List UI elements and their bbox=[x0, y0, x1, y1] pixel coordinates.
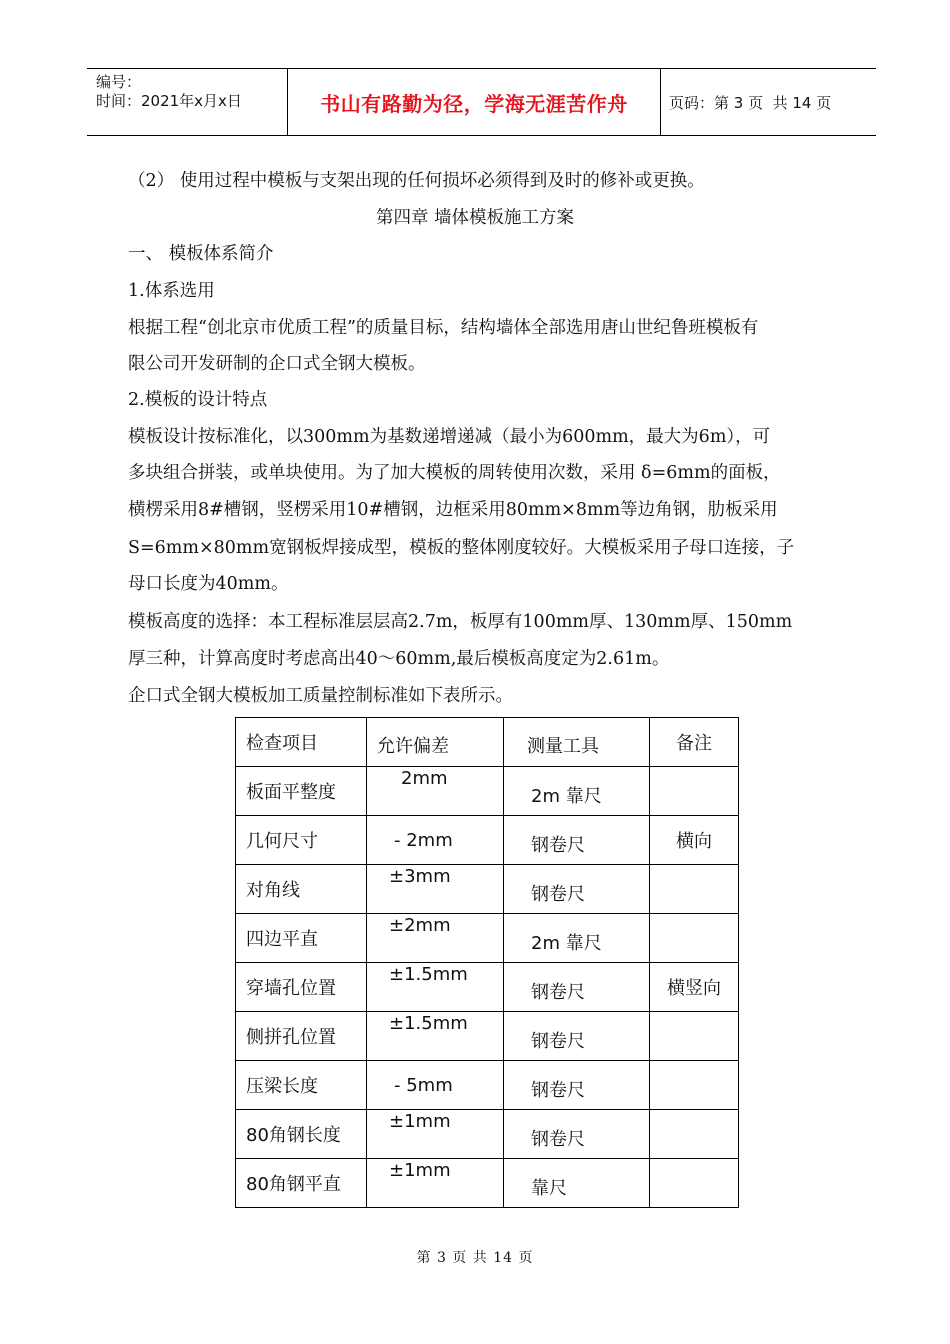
cell-tool bbox=[504, 1159, 650, 1208]
cell-tolerance bbox=[367, 1012, 504, 1061]
subsection-heading: 2.模板的设计特点 bbox=[128, 390, 268, 410]
tool-text: 2m 靠尺 bbox=[531, 786, 602, 807]
table-row bbox=[236, 1061, 739, 1110]
quality-standard-table bbox=[235, 717, 739, 1208]
cell-item: 压梁长度 bbox=[236, 1061, 367, 1110]
subsection-heading: 1.体系选用 bbox=[128, 281, 215, 301]
tolerance-text: ±1mm bbox=[389, 1111, 451, 1132]
cell-tolerance bbox=[367, 914, 504, 963]
tool-text: 钢卷尺 bbox=[531, 1129, 585, 1150]
tolerance-text: - 5mm bbox=[394, 1075, 453, 1096]
cell-note: 横竖向 bbox=[650, 963, 739, 1012]
cell-tolerance bbox=[367, 1159, 504, 1208]
paragraph-line: 模板高度的选择：本工程标准层层高2.7m，板厚有100mm厚、130mm厚、150mm bbox=[128, 612, 793, 632]
header-page-label: 页码：第 3 页 共 14 页 bbox=[669, 93, 832, 112]
table-row bbox=[236, 963, 739, 1012]
paragraph-line: 厚三种，计算高度时考虑高出40～60mm,最后模板高度定为2.61m。 bbox=[128, 649, 670, 669]
table-row bbox=[236, 914, 739, 963]
header-number-label: 编号： bbox=[96, 73, 142, 91]
cell-tolerance bbox=[367, 767, 504, 816]
cell-item: 80角钢长度 bbox=[236, 1110, 367, 1159]
cell-note: 横向 bbox=[650, 816, 739, 865]
paragraph-line: 母口长度为40mm。 bbox=[128, 574, 289, 594]
table-row bbox=[236, 767, 739, 816]
body-line-item-2: （2） 使用过程中模板与支架出现的任何损坏必须得到及时的修补或更换。 bbox=[128, 171, 705, 191]
header-time-label: 时间：2021年x月x日 bbox=[96, 92, 242, 110]
tool-text: 靠尺 bbox=[531, 1178, 567, 1199]
paragraph-line: 多块组合拼装，或单块使用。为了加大模板的周转使用次数，采用 δ=6mm的面板， bbox=[128, 463, 781, 483]
table-row bbox=[236, 865, 739, 914]
paragraph-line: 根据工程“创北京市优质工程”的质量目标，结构墙体全部选用唐山世纪鲁班模板有 bbox=[128, 318, 759, 338]
paragraph-line: 限公司开发研制的企口式全钢大模板。 bbox=[128, 354, 426, 374]
cell-tolerance bbox=[367, 1110, 504, 1159]
cell-tool bbox=[504, 1061, 650, 1110]
header-text: 测量工具 bbox=[527, 736, 599, 757]
page-header bbox=[87, 68, 876, 136]
cell-note bbox=[650, 1061, 739, 1110]
tolerance-text: ±1mm bbox=[389, 1160, 451, 1181]
tool-text: 钢卷尺 bbox=[531, 1031, 585, 1052]
cell-tool bbox=[504, 1012, 650, 1061]
cell-note bbox=[650, 1159, 739, 1208]
cell-note bbox=[650, 1110, 739, 1159]
cell-tool bbox=[504, 963, 650, 1012]
cell-tool bbox=[504, 865, 650, 914]
table-header-cell bbox=[367, 718, 504, 767]
paragraph-line: S=6mm×80mm宽钢板焊接成型，模板的整体刚度较好。大模板采用子母口连接，子 bbox=[128, 538, 795, 558]
tool-text: 钢卷尺 bbox=[531, 835, 585, 856]
cell-tool bbox=[504, 767, 650, 816]
chapter-title: 第四章 墙体模板施工方案 bbox=[375, 208, 575, 228]
page-footer: 第 3 页 共 14 页 bbox=[416, 1250, 534, 1266]
cell-item: 对角线 bbox=[236, 865, 367, 914]
tool-text: 钢卷尺 bbox=[531, 884, 585, 905]
cell-item: 穿墙孔位置 bbox=[236, 963, 367, 1012]
table-row bbox=[236, 1159, 739, 1208]
header-divider bbox=[660, 69, 661, 135]
paragraph-line: 模板设计按标准化，以300mm为基数递增递减（最小为600mm，最大为6m），可 bbox=[128, 427, 771, 447]
cell-tool bbox=[504, 1110, 650, 1159]
table-row bbox=[236, 1110, 739, 1159]
cell-tolerance bbox=[367, 1061, 504, 1110]
cell-tool bbox=[504, 816, 650, 865]
table-header-row bbox=[236, 718, 739, 767]
cell-item: 侧拼孔位置 bbox=[236, 1012, 367, 1061]
tolerance-text: ±2mm bbox=[389, 915, 451, 936]
cell-note bbox=[650, 914, 739, 963]
tolerance-text: ±1.5mm bbox=[389, 1013, 468, 1034]
cell-note bbox=[650, 865, 739, 914]
cell-note bbox=[650, 767, 739, 816]
tolerance-text: ±1.5mm bbox=[389, 964, 468, 985]
cell-tool bbox=[504, 914, 650, 963]
tool-text: 钢卷尺 bbox=[531, 982, 585, 1003]
tolerance-text: - 2mm bbox=[394, 830, 453, 851]
cell-note bbox=[650, 1012, 739, 1061]
tolerance-text: 2mm bbox=[401, 768, 448, 789]
cell-tolerance bbox=[367, 865, 504, 914]
header-meta bbox=[87, 69, 287, 135]
header-text: 允许偏差 bbox=[377, 736, 449, 757]
tolerance-text: ±3mm bbox=[389, 866, 451, 887]
table-row bbox=[236, 816, 739, 865]
section-heading: 一、 模板体系简介 bbox=[128, 244, 274, 264]
table-header-cell: 检查项目 bbox=[236, 718, 367, 767]
paragraph-line: 企口式全钢大模板加工质量控制标准如下表所示。 bbox=[128, 686, 513, 706]
tool-text: 2m 靠尺 bbox=[531, 933, 602, 954]
table-header-cell: 备注 bbox=[650, 718, 739, 767]
cell-item: 几何尺寸 bbox=[236, 816, 367, 865]
cell-item: 80角钢平直 bbox=[236, 1159, 367, 1208]
cell-tolerance bbox=[367, 816, 504, 865]
tool-text: 钢卷尺 bbox=[531, 1080, 585, 1101]
cell-item: 板面平整度 bbox=[236, 767, 367, 816]
cell-item: 四边平直 bbox=[236, 914, 367, 963]
header-motto: 书山有路勤为径，学海无涯苦作舟 bbox=[320, 91, 628, 116]
cell-tolerance bbox=[367, 963, 504, 1012]
paragraph-line: 横楞采用8#槽钢，竖楞采用10#槽钢，边框采用80mm×8mm等边角钢，肋板采用 bbox=[128, 500, 778, 520]
table-header-cell bbox=[504, 718, 650, 767]
table-row bbox=[236, 1012, 739, 1061]
